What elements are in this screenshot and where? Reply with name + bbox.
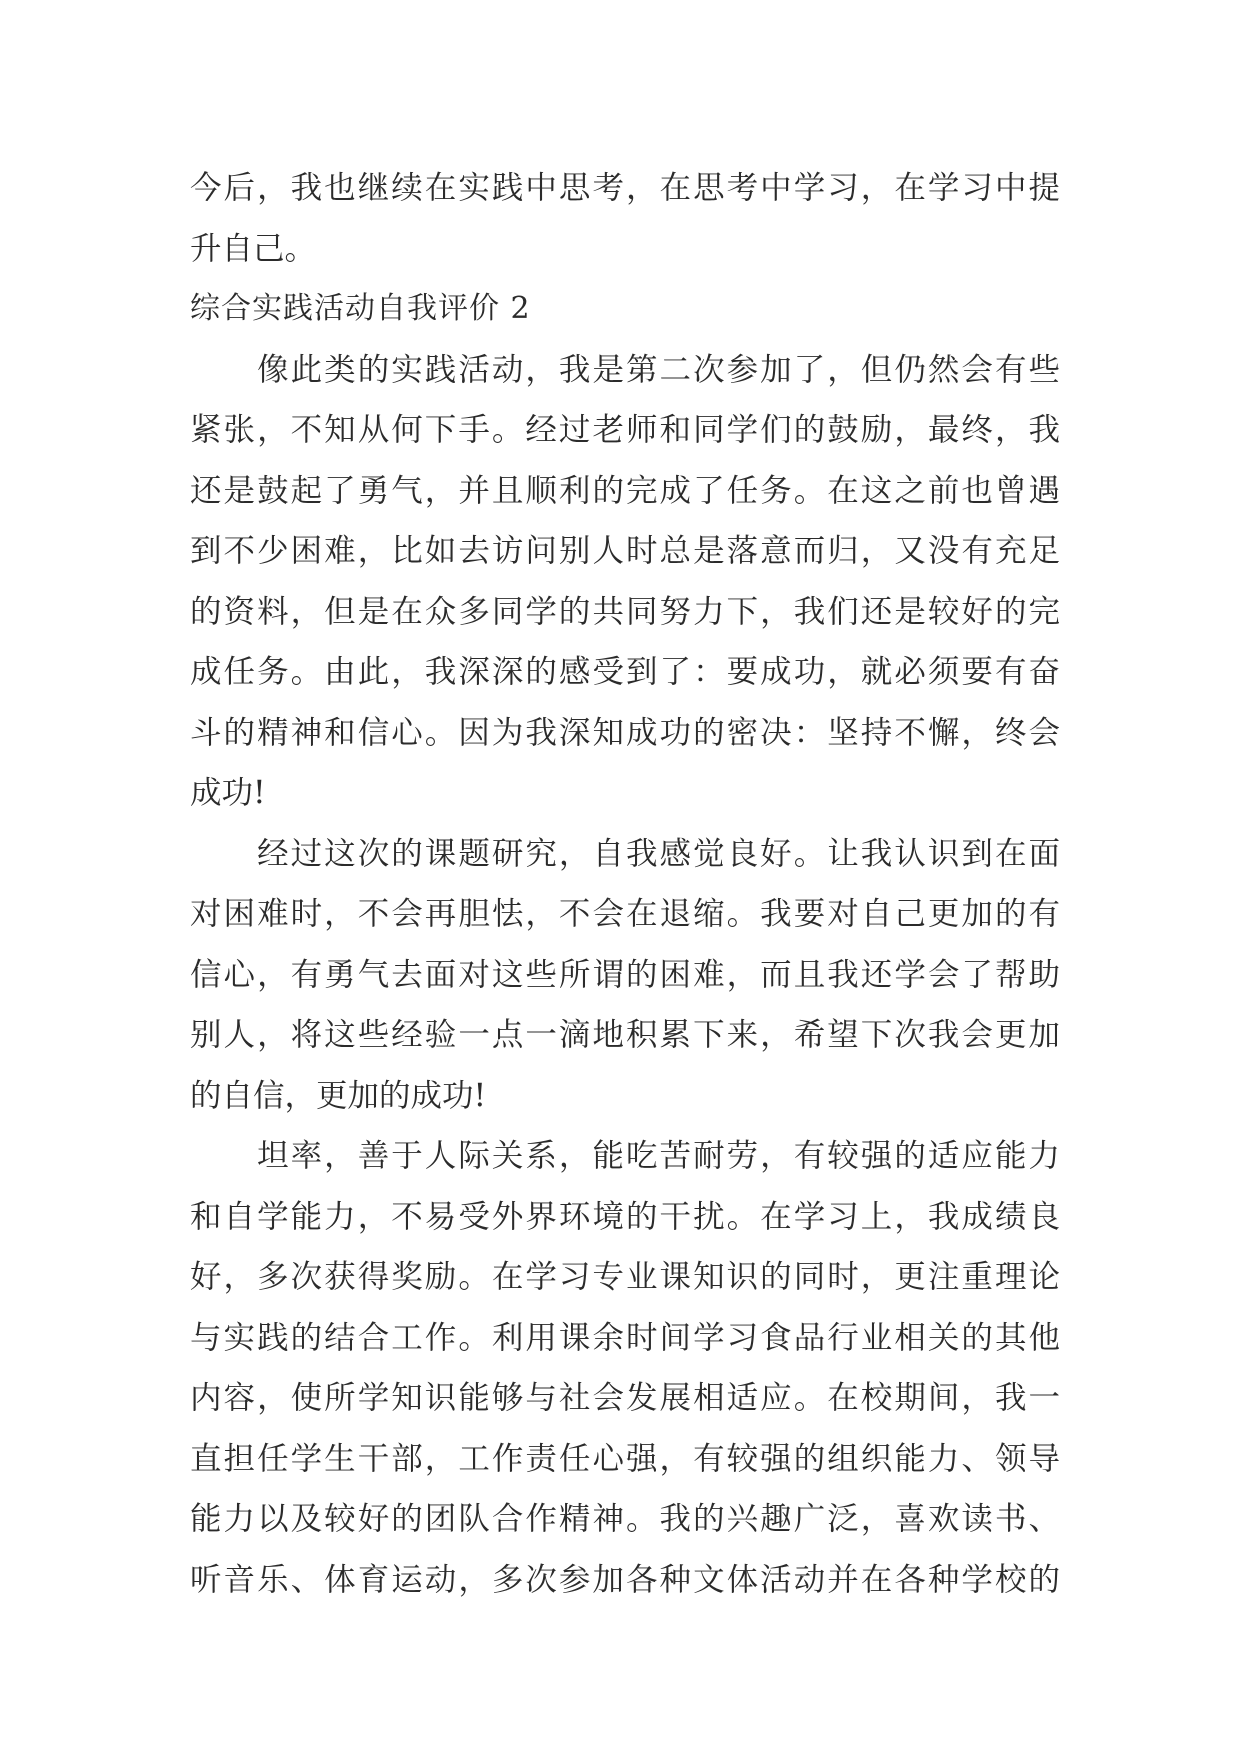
text-line: 对困难时，不会再胆怯，不会在退缩。我要对自己更加的有 [190, 896, 1060, 932]
text-line: 好，多次获得奖励。在学习专业课知识的同时，更注重理论 [190, 1259, 1060, 1295]
text-line: 到不少困难，比如去访问别人时总是落意而归，又没有充足 [190, 533, 1060, 569]
document-body [190, 158, 1060, 1610]
text-line: 紧张，不知从何下手。经过老师和同学们的鼓励，最终，我 [190, 412, 1060, 448]
text-line: 别人，将这些经验一点一滴地积累下来，希望下次我会更加 [190, 1017, 1060, 1053]
text-line: 斗的精神和信心。因为我深知成功的密决：坚持不懈，终会 [190, 714, 1060, 751]
text-line: 还是鼓起了勇气，并且顺利的完成了任务。在这之前也曾遇 [190, 472, 1060, 509]
text-line: 能力以及较好的团队合作精神。我的兴趣广泛，喜欢读书、 [190, 1501, 1060, 1537]
text-line: 像此类的实践活动，我是第二次参加了，但仍然会有些 [190, 351, 1060, 388]
text-line: 今后，我也继续在实践中思考，在思考中学习，在学习中提 [190, 170, 1060, 206]
text-line: 听音乐、体育运动，多次参加各种文体活动并在各种学校的 [190, 1561, 1060, 1598]
text-line: 的自信，更加的成功! [190, 1077, 487, 1114]
text-line: 升自己。 [190, 230, 317, 267]
text-line: 信心，有勇气去面对这些所谓的困难，而且我还学会了帮助 [190, 956, 1060, 993]
text-line: 与实践的结合工作。利用课余时间学习食品行业相关的其他 [190, 1319, 1060, 1356]
text-line: 经过这次的课题研究，自我感觉良好。让我认识到在面 [190, 835, 1060, 872]
text-line: 成功! [190, 775, 266, 811]
text-line: 坦率，善于人际关系，能吃苦耐劳，有较强的适应能力 [190, 1138, 1060, 1174]
text-line: 直担任学生干部，工作责任心强，有较强的组织能力、领导 [190, 1440, 1060, 1477]
text-line: 成任务。由此，我深深的感受到了：要成功，就必须要有奋 [190, 654, 1060, 690]
text-line: 和自学能力，不易受外界环境的干扰。在学习上，我成绩良 [190, 1198, 1060, 1235]
section-heading: 综合实践活动自我评价 2 [190, 291, 531, 326]
text-line: 的资料，但是在众多同学的共同努力下，我们还是较好的完 [190, 593, 1060, 630]
text-line: 内容，使所学知识能够与社会发展相适应。在校期间，我一 [190, 1380, 1060, 1416]
